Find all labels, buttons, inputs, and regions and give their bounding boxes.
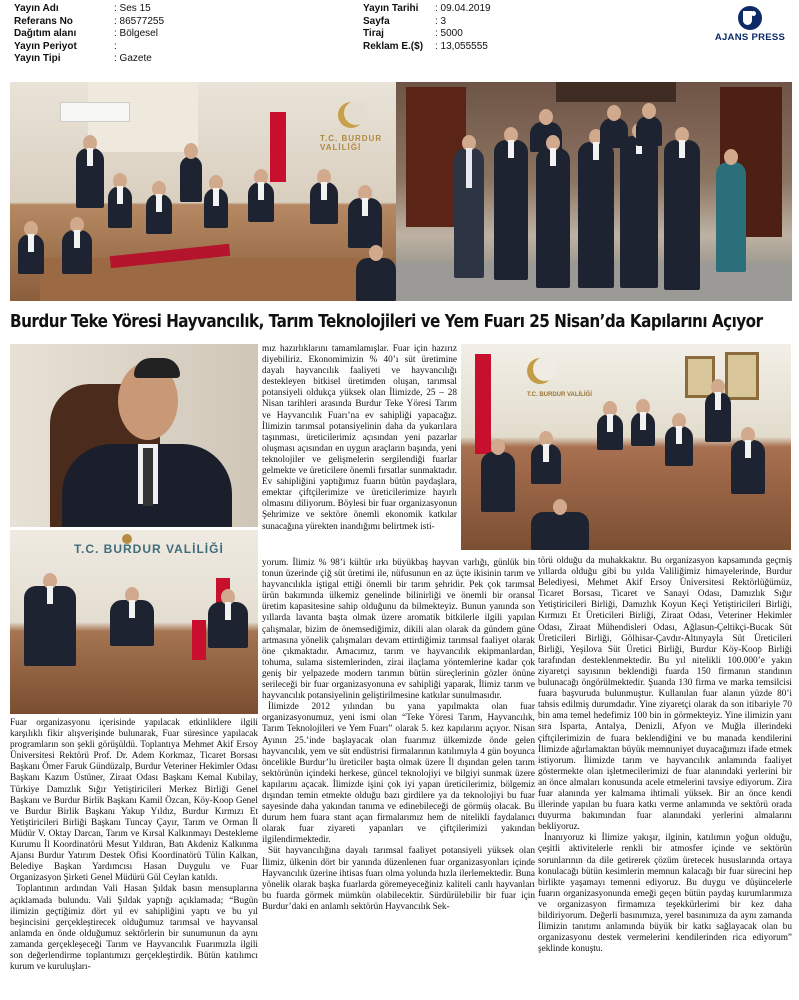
person [731, 440, 765, 494]
meta-row [14, 41, 164, 54]
ajans-press-mark-icon [738, 6, 762, 30]
person [494, 140, 528, 280]
wall-sign: T.C. BURDUR VALİLİĞİ [527, 392, 592, 398]
publication-meta-left [14, 3, 164, 66]
article-headline: Burdur Teke Yöresi Hayvancılık, Tarım Teknolojileri ve Yem Fuarı 25 Nisan’da Kapılarını Açıyor [10, 312, 763, 332]
portrait-photo [10, 344, 258, 527]
person [108, 186, 132, 228]
person [248, 182, 274, 222]
person [24, 586, 76, 666]
meeting-room-photo [10, 82, 396, 301]
meta-label: Tiraj [363, 28, 384, 39]
meta-row [14, 28, 164, 41]
person [578, 142, 614, 288]
person [665, 426, 693, 466]
person [536, 148, 570, 288]
office-meeting-photo [10, 530, 258, 714]
wall-sign: T.C. BURDUR VALİLİĞİ [74, 542, 224, 556]
meta-value: : [114, 40, 117, 52]
article-column-1 [10, 718, 258, 973]
article-column-2-bottom [262, 558, 535, 913]
paragraph: törü olduğu da muhakkaktır. Bu organizasyon kapsamında geçmiş yıllarda olduğu gibi bu yılda Valiliğimiz himayelerinde, Burdur Belediyesi, Mehmet Akif Ersoy Üniversitesi Rektörlüğümüz, Ticaret Borsası, Ticaret ve Sanayi Odası, Damızlık Sığır Yetiştiricileri Birliği, Damızlık Koyun Keçi Yetiştiricileri Birliği, Kırmızı Et Üreticileri Birliği, Ziraat Odası, Veteriner Hekimler Odası, Ziraat Mühendisleri Odası, Ağlasun-Çeltikçi-Bucak Süt Üreticileri Birliği, Gölhisar-Çavdır-Altınyayla Süt Üreticileri Birliği, Yeşilova Süt Üretici Birliği, Burdur Köy-Koop Birliği tarafından desteklenmektedir. Bu yıl nitelikli 100.000’e yakın ziyaretçi sayısının beklendiği fuarda 150 firmanın standının bulunacağı öngörülmektedir. Şuanda 130 firma ve marka temsilcisi fuara başvuruda bulunmuştur. Kullanılan fuar alanın yüzde 80’i tahsis edilmiş durumdadır. Yine ziyaretçi olarak da son itibariyle 70 bin ama temel hedefimiz 100 bin in görmekteyiz. Yine ilimizin yanı sıra Isparta, Antalya, Denizli, Afyon ve Muğla illerindeki çiftçilerimizin de fuara beklendiğini ve bu manada kendilerini İlimizde ağırlamaktan büyük memnuniyet duyacağımızı ifade etmek istiyorum. İlimizde tarım ve hayvancılık anlamında faaliyet göstermekte olan işletmecilerimizi de fuar alanındaki yerlerini bir an önce almaları konusunda acele etmelerini tavsiye ediyorum. Zira fuar alanında yer kalmama ihtimali yüksek. Bir an önce kendi illerinde yapılan bu fuara katkı verme anlamında ve sektörü orada duyurma bakımından fuar alanındaki yerlerini almalarını bekliyoruz. [538, 556, 792, 833]
meta-label: Reklam E.($) [363, 40, 424, 52]
paragraph: Süt hayvancılığına dayalı tarımsal faaliyet potansiyeli yüksek olan İlimiz, ülkenin dört bir yanında düzenlenen fuar organizasyonları içinde Hayvancılık üzerine ihtisas fuarı olma yolunda hızla ilerlemektedir. Buna yönelik olarak başka fuarlarda göremeyeceğiniz kaliteli canlı hayvanları bu fuarda görmek mümkün olabilecektir. Sürdürülebilir bir fuar için Burdur’daki en anlamlı sektörün Hayvancılık Sek- [262, 846, 535, 912]
person [705, 392, 731, 442]
meta-value: : 3 [435, 15, 447, 27]
paragraph: Toplantının ardından Vali Hasan Şıldak basın mensuplarına açıklamada bulundu. Vali Şıldak yaptığı açıklamada; “Bugün ilimizin geçtiğimiz dört yıl ev sahipliğini yaptı ve bu yıl beşincisini gerçekleştirecek olduğumuz tarımsal ve hayvansal anlamda en önde olduğumuz sektörlerin bir sunumunun da aynı zamanda gerçekleşeceği Tarım ve Hayvancılık Fuarımızla ilgili son değerlendirme toplantımızı gerçekleştirdik. Bütün katılımcı kurum ve kuruluşları- [10, 884, 258, 973]
article-column-3 [538, 556, 792, 955]
person [180, 156, 202, 202]
person [310, 182, 338, 224]
person [110, 600, 154, 646]
meta-row [363, 3, 491, 16]
crescent-emblem [338, 102, 364, 128]
meta-value: : Gazete [114, 53, 152, 64]
meta-row [363, 28, 491, 41]
person [597, 414, 623, 450]
person [636, 116, 662, 146]
meta-value: : 09.04.2019 [435, 3, 491, 14]
meta-row [363, 16, 491, 29]
person [631, 412, 655, 446]
meta-row [14, 3, 164, 16]
meta-label: Yayın Tipi [14, 53, 61, 64]
meta-label: Yayın Tarihi [363, 3, 419, 14]
person [18, 234, 44, 274]
crescent-emblem [527, 358, 553, 384]
person [620, 136, 658, 288]
paragraph: yorum. İlimiz % 98’i kültür ırkı büyükbaş hayvan varlığı, günlük bin tonun üzerinde çiğ süt üretimi ile, nüfusunun en az üçte ikisinin tarım ve hayvancılıkla iştigal ettiği önemli bir tarım şehridir. Pek çok tarımsal ürün bakımında ülkemiz genelinde bilinirliği ve önemli bir oransal üretim kapasitesine sahip olduğunu da bilmekteyiz. Bunun yanında son yıllarda lavanta başta olmak üzere aromatik bitkilerle ilgili yapılan çalışmalar, bizim de önemsediğimiz, dikili alan olarak da gündem güne artmasına yönelik çalışmaları devam ettirdiğimiz tarımsal faaliyet olarak öne çıkmaktadır. Amacımız, tarım ve hayvancılık ekipmanlardan, tohuma, sulama sistemlerinden, zirai ilaçlama yöntemlerine kadar çok geniş bir yelpazede modern tarımın bütün süreçlerinin gözler önüne serileceği bir fuar organizasyonuna ev sahipliği yaparak, İlimiz tarım ve hayvancılık potansiyelinin geliştirilmesine katkılar sunulmasıdır. [262, 558, 535, 702]
turkish-flag [192, 620, 206, 660]
turkish-flag [270, 112, 286, 182]
turkish-flag [475, 354, 491, 454]
person [76, 148, 104, 208]
person [356, 258, 396, 301]
meta-label: Yayın Periyot [14, 40, 77, 52]
paragraph: İnanıyoruz ki İlimize yakışır, ilginin, katılımın yoğun olduğu, çeşitli aktivitelerle renkli bir atmosfer içinde ve sektörün sorunlarının da dile getirerek çözüm üretecek hususlarında ortaya konulacağı bütün kesimlerin memnun kalacağı bir fuar sürecini hep birlikte yaşamayı temenni ediyoruz. Bu duygu ve düşüncelerle fuarın organizasyonunda emeği geçen bütün paydaş kurumlarımıza ve organizasyon firmamıza teşekkürlerimi bir kez daha bildiriyorum. Değerli basınımıza, yerel basınımıza da aynı zamanda İlimizin tanıtımı anlamında büyük bir katkı sağlayacak olan bu organizasyonu destek vermelerini kendilerinden rica ediyorum” şeklinde konuştu. [538, 833, 792, 955]
meta-label: Yayın Adı [14, 3, 59, 14]
logo-name: AJANS PRESS [714, 32, 786, 43]
paragraph: mız hazırlıklarını tamamlamışlar. Fuar için hazırız diyebiliriz. Ekonomimizin % 40’ı süt üretimine dayalı hayvancılık faaliyeti ve hayvancılığı destekleyen bitkisel üretimden oluşan, tarımsal potansiyeli oldukça yüksek olan İlimizde, 25 – 28 Nisan tarihleri arasında Burdur Teke Yöresi Tarım ve Hayvancılık Fuarı’na ev sahipliği yapacağız. İlimizin tarımsal potansiyelinin daha da yukarılara taşınması, üreticilerimiz açısından yeni pazarlar oluşması açısından en uygun araçların başında, yeni teknolojiler ve gelişmelerin sergilendiği fuarlar gelmekte ve üreticilere önemli fırsatlar sunmaktadır. Ev sahipliğini yaptığımız fuarın bütün paydaşlara, emektar çiftçilerimize ve üreticilerimize hayırlı olmasını diliyorum. Böylesi bir fuar organizasyonun Şehrimize ve sektöre önemli ekonomik katkılar sunacağına yürekten inandığımı belirtmek isti- [262, 344, 457, 532]
person [204, 188, 228, 228]
conference-table [40, 258, 396, 301]
person [348, 198, 382, 248]
person [481, 452, 515, 512]
meta-value: : 13,055555 [435, 40, 488, 52]
meta-label: Dağıtım alanı [14, 28, 77, 39]
person [146, 194, 172, 234]
publication-meta-right [363, 3, 491, 53]
meta-value: : Bölgesel [114, 28, 158, 39]
meta-row [14, 53, 164, 66]
meta-value: : 86577255 [114, 15, 165, 27]
wall-sign: T.C. BURDUR VALİLİĞİ [320, 134, 383, 152]
person [531, 444, 561, 484]
meta-value: : Ses 15 [114, 3, 151, 14]
person [664, 140, 700, 290]
person [716, 162, 746, 272]
person [62, 230, 92, 274]
paragraph: Fuar organizasyonu içerisinde yapılacak etkinliklere ilgili karşılıklı fikir alışverişinde bulunarak, Fuar süresince yapılacak programların son şekli görüşüldü. Toplantıya Mehmet Akif Ersoy Üniversitesi Rektörü Prof. Dr. Adem Korkmaz, Ticaret Borsası Başkanı Ömer Faruk Gündüzalp, Burdur Veteriner Hekimler Odası Başkanı Kazım Üstüner, Ziraat Odası Başkanı Kemal Kubilay, Türkiye Damızlık Sığır Yetiştiricileri Merkez Birliği Genel Başkanı ve Burdur Birlik Başkanı Kamil Özcan, Köy-Koop Genel ve Burdur Birlik Başkanı Yakup Yıldız, Burdur Kırmızı Et Yetiştiricileri Birliği Başkanı Tuncay Çayır, Tarım ve Orman İl Müdür V. Oktay Darcan, Tarım ve Kırsal Kalkınmayı Destekleme Kurumu İl Koordinatörü Mesut Yıldıran, Batı Akdeniz Kalkınma Ajansı Burdur Yatırım Destek Ofisi Koordinatörü Tülin Kalkan, Belediye Başkan Yardımcısı Hasan Duygulu ve Fuar Organizasyon Şirketi Genel Müdürü Gül Ceylan katıldı. [10, 718, 258, 884]
paragraph: İlimizde 2012 yılından bu yana yapılmakta olan fuar organizasyonumuz, yeni ismi olan “Teke Yöresi Tarım, Hayvancılık, Tarım Teknolojileri ve Yem Fuarı” olarak 5. kez kapılarını açıyor. Nisan Ayının 25.’inde başlayacak olan fuarımız ülkemizde önde gelen hayvancılık, yem ve süt endüstrisi firmalarının katılımıyla 4 gün boyunca öncelikle Burdur’lu üreticiler başta olmak üzere İl dışından gelen tarım sektörünün içindeki herkese, güncel teknolojiyi ve bilgiyi sunmak üzere kapılarını açacak. İlimizde işini çok iyi yapan üreticilerimiz, bölgemiz dışından temin etmekte olduğu bazı girdilere ya da teknolojiyi bu fuar sayesinde daha yakından tanıma ve edinebileceği de görmüş olacak. Bu durum hem fuara stant açan firmalarımız hem de nitelikli faydalanıcı olarak fuar ziyareti yapanları ve çiftçilerimizi yakından ilgilendirmektedir. [262, 702, 535, 846]
meta-row [363, 41, 491, 54]
meta-row [14, 16, 164, 29]
person [454, 148, 484, 278]
meta-label: Referans No [14, 15, 73, 27]
person [531, 512, 589, 550]
meta-label: Sayfa [363, 15, 390, 27]
ajans-press-logo [708, 6, 792, 43]
conference-room-photo [461, 344, 791, 550]
article-column-2-top [262, 344, 457, 533]
group-photo-outside [396, 82, 792, 301]
person [208, 602, 248, 648]
meta-value: : 5000 [435, 28, 463, 39]
